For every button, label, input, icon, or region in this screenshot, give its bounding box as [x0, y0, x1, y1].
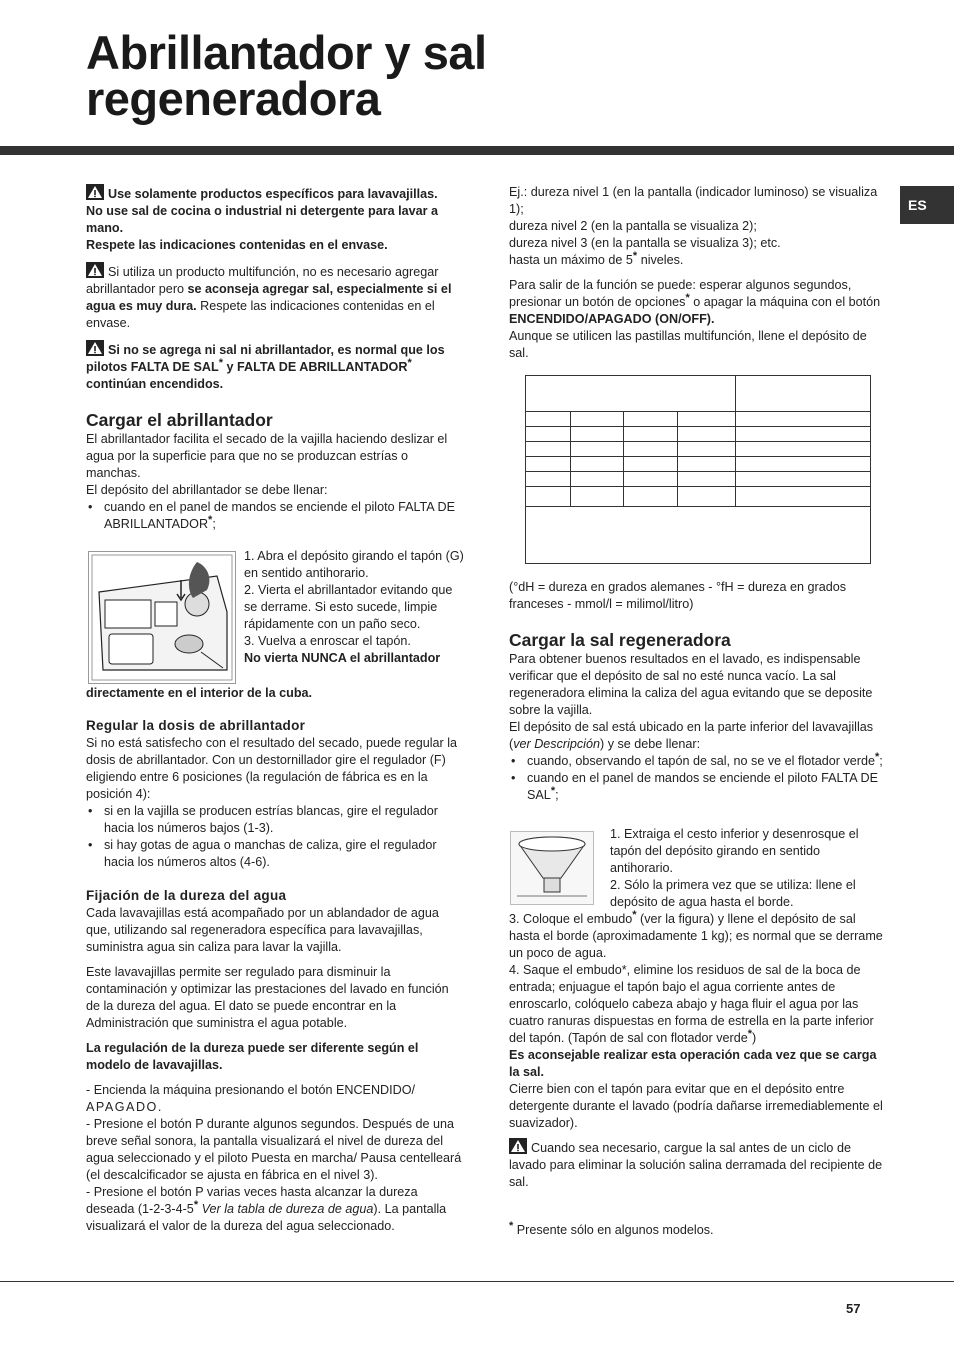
table-cell [526, 507, 871, 564]
rinse-aid-steps [244, 548, 464, 667]
salt-funnel-figure [510, 831, 594, 905]
paragraph: - Encienda la máquina presionando el botón ENCENDIDO/ APAGADO. [86, 1083, 416, 1114]
paragraph: (°dH = dureza en grados alemanes - °fH = dureza en grados franceses - mmol/l = milimol/litro) [509, 580, 846, 611]
warning-salt: Cuando sea necesario, cargue la sal antes de un ciclo de lavado para eliminar la solución salina derramada del recipiente de sal. [509, 1138, 887, 1191]
list-item: • cuando, observando el tapón de sal, no se ve el flotador verde*; [509, 753, 887, 770]
table-cell [526, 427, 571, 442]
paragraph: - Presione el botón P durante algunos segundos. Después de una breve señal sonora, la pantalla visualizará el nivel de dureza del agua seleccionado y el piloto Puesta en marcha/ Pausa centelleará (el descalcificador se ajusta en fábrica en el nivel 3). [86, 1117, 462, 1182]
table-cell [624, 472, 678, 487]
water-hardness-table [525, 375, 871, 564]
paragraph: dureza nivel 2 (en la pantalla se visualiza 2); [509, 219, 757, 233]
footnote: * Presente sólo en algunos modelos. [509, 1219, 714, 1237]
table-cell [526, 376, 736, 412]
salt-steps-side [610, 826, 886, 911]
paragraph: Cada lavavajillas está acompañado por un ablandador de agua que, utilizando sal regeneradora específica para lavavajillas, suministra agua sin caliza para lavar la vajilla. [86, 906, 439, 954]
right-column-bottom [509, 908, 887, 1191]
table-cell [571, 412, 624, 427]
table-cell [736, 442, 871, 457]
table-cell [678, 412, 736, 427]
table-cell [736, 487, 871, 507]
paragraph: Para salir de la función se puede: esperar algunos segundos, presionar un botón de opciones* o apagar la máquina con el botón ENCENDIDO/APAGADO (ON/OFF). [509, 278, 881, 326]
step-warning: No vierta NUNCA el abrillantador [244, 651, 441, 665]
footer-rule [0, 1281, 954, 1282]
table-cell [624, 487, 678, 507]
table-cell [571, 487, 624, 507]
step: 3. Coloque el embudo* (ver la figura) y llene el depósito de sal hasta el borde (aproximadamente 1 kg); es normal que se derrame un poco de agua. [509, 908, 883, 960]
table-cell [736, 472, 871, 487]
paragraph: Cierre bien con el tapón para evitar que en el depósito entre detergente durante el lavado (podría dañarse irremediablemente el suavizador). [509, 1082, 883, 1130]
table-cell [571, 457, 624, 472]
section-title-salt: Cargar la sal regeneradora [509, 630, 731, 650]
table-cell [571, 472, 624, 487]
paragraph: Si no está satisfecho con el resultado del secado, puede regular la dosis de abrillantador. Con un destornillador gire el regulador (F) eligiendo entre 6 posiciones (la regulación de fábrica es en la posición 4): [86, 736, 458, 801]
table-cell [526, 487, 571, 507]
table-cell [526, 412, 571, 427]
section-title-water-hardness: Fijación de la dureza del agua [86, 888, 287, 903]
right-column-main [509, 579, 887, 804]
list-item: • si hay gotas de agua o manchas de caliza, gire el regulador hacia los números altos (4-6). [86, 837, 462, 871]
page-title: Abrillantador y sal regeneradora [86, 26, 487, 125]
paragraph: Este lavavajillas permite ser regulado para disminuir la contaminación y optimizar las prestaciones del lavado en función de la dureza del agua. El dato se puede encontrar en la Administración que suministra el agua potable. [86, 965, 449, 1030]
table-cell [624, 442, 678, 457]
table-cell [678, 457, 736, 472]
table-cell [571, 427, 624, 442]
paragraph: Para obtener buenos resultados en el lavado, es indispensable verificar que el depósito de sal no esté nunca vacío. La sal regeneradora elimina la caliza del agua evitando que se deposite sobre la vajilla. [509, 652, 873, 717]
paragraph: hasta un máximo de 5* niveles. [509, 249, 684, 267]
rinse-aid-illustration [89, 552, 235, 683]
paragraph: dureza nivel 3 (en la pantalla se visualiza 3); etc. [509, 236, 781, 250]
step: 4. Saque el embudo*, elimine los residuos de sal de la boca de entrada; enjuague el tapón bajo el agua corriente antes de enroscarlo, colóquelo cabeza abajo y haga fluir el agua por las cuatro ranuras dispuestas en forma de estrella en la parte inferior del tapón. (Tapón de sal con flotador verde*) [509, 963, 874, 1045]
right-column-top [509, 184, 887, 362]
table-cell [678, 442, 736, 457]
paragraph-bold: La regulación de la dureza puede ser diferente según el modelo de lavavajillas. [86, 1041, 419, 1072]
table-cell [526, 442, 571, 457]
paragraph: Ej.: dureza nivel 1 (en la pantalla (indicador luminoso) se visualiza 1); [509, 185, 878, 216]
list-item: • si en la vajilla se producen estrías blancas, gire el regulador hacia los números bajos (1-3). [86, 803, 462, 837]
warning-multifunction: Si utiliza un producto multifunción, no es necesario agregar abrillantador pero se aconseja agregar sal, especialmente si el agua es muy dura. Respete las indicaciones contenidas en el envase. [86, 262, 462, 332]
table-cell [526, 457, 571, 472]
table-cell [736, 376, 871, 412]
warning-indicators: Si no se agrega ni sal ni abrillantador, es normal que los pilotos FALTA DE SAL* y FALTA DE ABRILLANTADOR* continúan encendidos. [86, 340, 462, 393]
rinse-aid-warning-continuation: directamente en el interior de la cuba. [86, 686, 313, 700]
section-title-dosage: Regular la dosis de abrillantador [86, 718, 306, 733]
table-cell [624, 412, 678, 427]
paragraph: El depósito de sal está ubicado en la parte inferior del lavavajillas (ver Descripción) y se debe llenar: [509, 720, 874, 751]
list-item: • cuando en el panel de mandos se enciende el piloto FALTA DE ABRILLANTADOR*; [86, 499, 462, 533]
warning-icon [86, 184, 104, 200]
table-cell [736, 412, 871, 427]
step: 1. Abra el depósito girando el tapón (G) en sentido antihorario. [244, 549, 464, 580]
left-column [86, 184, 462, 1235]
table-cell [678, 472, 736, 487]
table-cell [624, 427, 678, 442]
paragraph: El abrillantador facilita el secado de la vajilla haciendo deslizar el agua por la superficie para que no se produzcan estrías o manchas. [86, 432, 448, 480]
table-cell [678, 487, 736, 507]
warning-icon [86, 340, 104, 356]
rinse-aid-dispenser-figure [88, 551, 236, 684]
table-cell [678, 427, 736, 442]
step: 1. Extraiga el cesto inferior y desenrosque el tapón del depósito girando en sentido antihorario. [610, 827, 859, 875]
table-cell [736, 457, 871, 472]
paragraph-bold: Es aconsejable realizar esta operación cada vez que se carga la sal. [509, 1048, 877, 1079]
warning-products: Use solamente productos específicos para lavavajillas. No use sal de cocina o industrial ni detergente para lavar a mano. Respete las indicaciones contenidas en el envase. [86, 184, 462, 254]
table-cell [526, 472, 571, 487]
page-number: 57 [846, 1301, 861, 1316]
paragraph: El depósito del abrillantador se debe llenar: [86, 483, 328, 497]
step: 3. Vuelva a enroscar el tapón. [244, 634, 411, 648]
step: 2. Vierta el abrillantador evitando que se derrame. Si esto sucede, limpie rápidamente con un paño seco. [244, 583, 453, 631]
list-item: • cuando en el panel de mandos se enciende el piloto FALTA DE SAL*; [509, 770, 887, 804]
paragraph: Aunque se utilicen las pastillas multifunción, llene el depósito de sal. [509, 329, 867, 360]
language-tab: ES [900, 186, 954, 224]
section-title-rinse-aid: Cargar el abrillantador [86, 410, 273, 430]
warning-icon [509, 1138, 527, 1154]
funnel-illustration [511, 832, 593, 904]
table-cell [736, 427, 871, 442]
warning-icon [86, 262, 104, 278]
paragraph: - Presione el botón P varias veces hasta alcanzar la dureza deseada (1-2-3-4-5* Ver la tabla de dureza de agua). La pantalla visualizará el valor de la dureza del agua seleccionado. [86, 1185, 447, 1233]
table-cell [624, 457, 678, 472]
step: 2. Sólo la primera vez que se utiliza: llene el depósito de agua hasta el borde. [610, 878, 856, 909]
header-rule [0, 146, 954, 155]
table-cell [571, 442, 624, 457]
